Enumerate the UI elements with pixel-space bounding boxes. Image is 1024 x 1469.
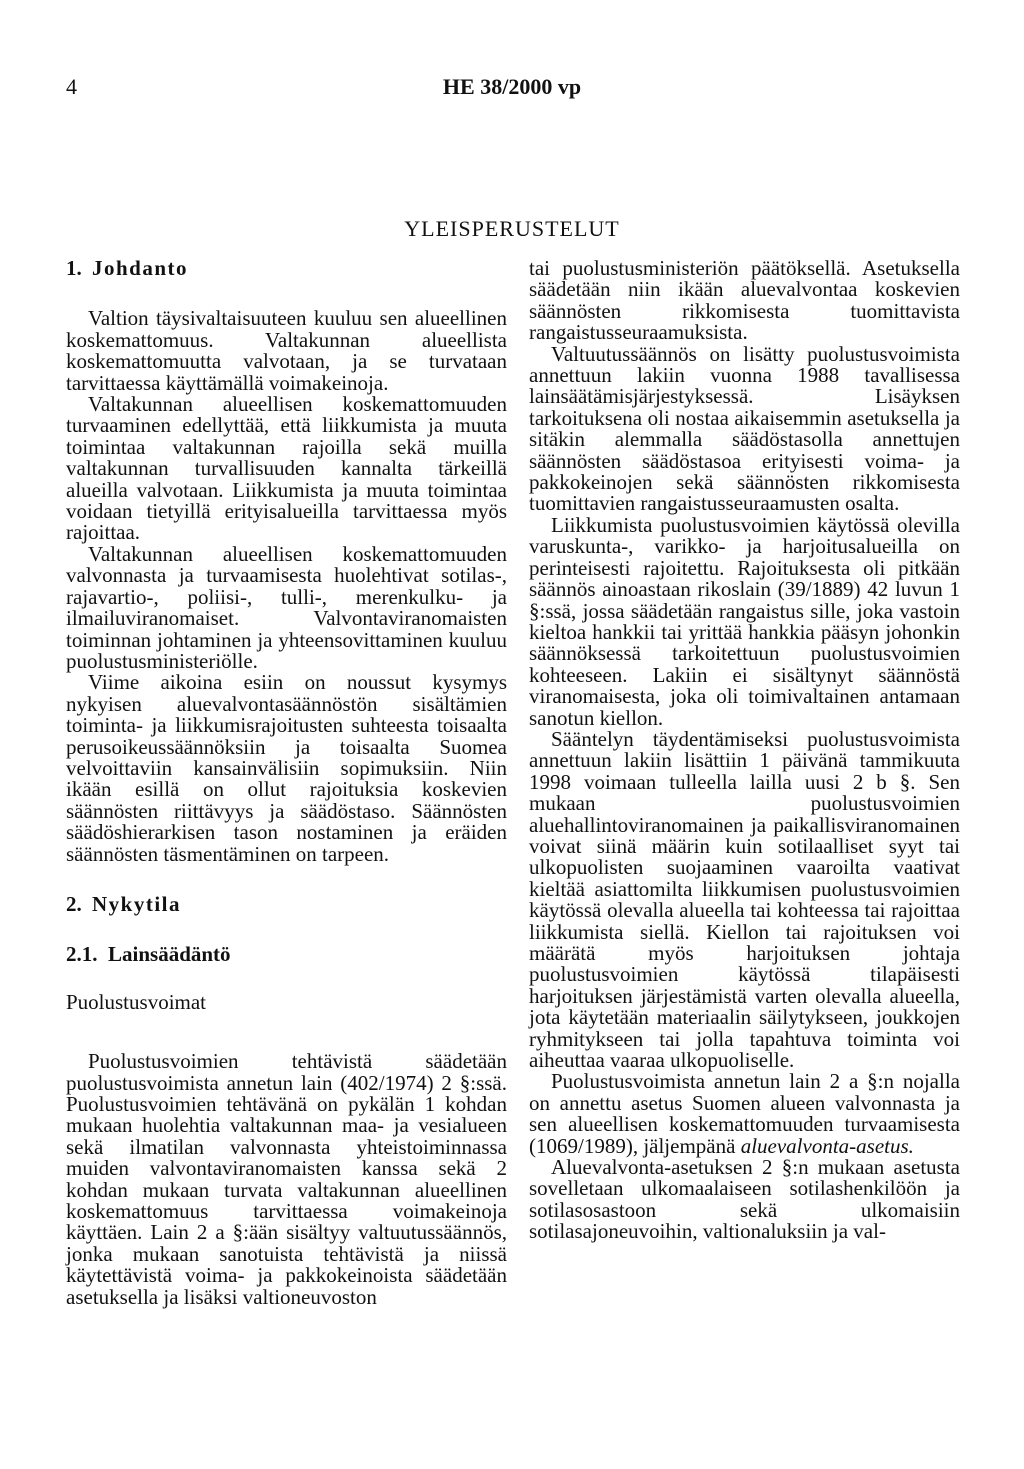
heading-number: 1. (66, 256, 82, 280)
paragraph (529, 1071, 960, 1157)
paragraph: Valtion täysivaltaisuuteen kuuluu sen alueellinen koskemattomuus. Valtakunnan alueellista koskemattomuutta valvotaan, ja se turvataan tarvittaessa käyttämällä voimakeinoja. (66, 306, 507, 395)
heading-nykytila (66, 891, 507, 916)
paragraph: Puolustusvoimien tehtävistä säädetään puolustusvoimista annetun lain (402/1974) 2 §:ssä. Puolustusvoimien tehtävänä on pykälän 1 kohdan mukaan huolehtia valtakunnan maa- ja vesialueen sekä ilmatilan valvonnasta yhteistoiminnassa muiden valvontaviranomaisten kanssa sekä 2 kohdan mukaan turvata valtakunnan alueellinen koskemattomuus tarvittaessa voimakeinoja käyttäen. Lain 2 a §:ään sisältyy valtuutussäännös, jonka mukaan sanotuista tehtävistä ja niissä käytettävistä voima- ja pakkokeinoista säädetään asetuksella ja lisäksi valtioneuvoston (66, 1049, 507, 1309)
heading-number: 2. (66, 891, 82, 916)
page-number: 4 (66, 74, 77, 99)
heading-label: Nykytila (92, 891, 182, 916)
heading-label: Johdanto (92, 256, 189, 280)
paragraph-text: Puolustusvoimista annetun lain 2 a §:n nojalla on annettu asetus Suomen alueen valvonnasta ja sen alueellisen koskemattomuuden turvaamisesta (1069/1989), jäljempänä (529, 1069, 960, 1158)
subsubheading-puolustusvoimat: Puolustusvoimat (66, 989, 207, 1014)
paragraph: Liikkumista puolustusvoimien käytössä olevilla varuskunta-, varikko- ja harjoitusalueilla on perinteisesti rajoitettu. Rajoituksesta oli pitkään säännös ainoastaan rikoslain (39/1889) 42 luvun 1 §:ssä, jossa säädetään rangaistus sille, joka vastoin kieltoa hankkii tai yrittää hankkia pääsyn johonkin säännöksessä tarkoitettuun puolustusvoimien kohteeseen. Lakiin ei sisältynyt säännöstä viranomaisesta, joka oli toimivaltainen antamaan sanotun kiellon. (529, 512, 960, 730)
paragraph: Viime aikoina esiin on noussut kysymys nykyisen aluevalvontasäännöstön sisältämien toiminta- ja liikkumisrajoitusten suhteesta toisaalta perusoikeussäännöksiin ja toisaalta Suomea velvoittaviin kansainvälisiin sopimuksiin. Niin ikään esillä on ollut rajoituksia koskevien säännösten riittävyys ja säädöstaso. Säännösten säädöshierarkisen tason nostaminen ja eräiden säännösten täsmentäminen on tarpeen. (66, 670, 507, 866)
subheading-label: Lainsäädäntö (108, 942, 231, 967)
paragraph: Valtuutussäännös on lisätty puolustusvoimista annettuun lakiin vuonna 1988 tavallisessa lainsäätämisjärjestyksessä. Lisäyksen tarkoituksena oli nostaa aikaisemmin asetuksella ja sitäkin alemmalla säädöstasolla annettujen säännösten säädöstasoa erityisesti voima- ja pakkokeinojen sekä säännösten rikkomisesta tuomittavien rangaistusseuraamusten osalta. (529, 341, 960, 516)
document-id: HE 38/2000 vp (442, 74, 582, 99)
heading-johdanto (66, 258, 507, 279)
subheading-number: 2.1. (66, 942, 98, 967)
right-column (529, 258, 960, 1243)
paragraph: tai puolustusministeriön päätöksellä. Asetuksella säädetään niin ikään aluevalvontaa koskevien säännösten rikkomisesta tuomittavista rangaistusseuraamuksista. (529, 256, 960, 345)
italic-term: aluevalvonta-asetus. (740, 1133, 914, 1158)
paragraph: Valtakunnan alueellisen koskemattomuuden turvaaminen edellyttää, että liikkumista ja muuta toimintaa valtakunnan rajoilla sekä muilla valtakunnan turvallisuuden kannalta tärkeillä alueilla valvotaan. Liikkumista ja muuta toimintaa voidaan tietyillä erityisalueilla tarvittaessa myös rajoittaa. (66, 392, 507, 545)
section-title: YLEISPERUSTELUT (404, 216, 620, 241)
paragraph: Aluevalvonta-asetuksen 2 §:n mukaan asetusta sovelletaan ulkomaalaiseen sotilashenkilöön ja sotilasosastoon sekä ulkomaisiin sotilasajoneuvoihin, valtionaluksiin ja val- (529, 1155, 960, 1244)
subheading-lainsaadanto (66, 944, 507, 965)
paragraph: Valtakunnan alueellisen koskemattomuuden valvonnasta ja turvaamisesta huolehtivat sotilas-, rajavartio-, poliisi-, tulli-, merenkulku- ja ilmailuviranomaiset. Valvontaviranomaisten toiminnan johtaminen ja yhteensovittaminen kuuluu puolustusministeriölle. (66, 541, 507, 673)
paragraph: Sääntelyn täydentämiseksi puolustusvoimista annettuun lakiin lisättiin 1 päivänä tammikuuta 1998 voimaan tulleella lailla uusi 2 b §. Sen mukaan puolustusvoimien aluehallintoviranomainen ja paikallisviranomainen voivat siinä määrin kuin sotilaalliset syyt tai ulkopuolisten suojaaminen vaaroilta vaativat kieltää asiattomilta liikkumisen puolustusvoimien käytössä olevalla alueella tai kohteessa tai rajoittaa liikkumista siellä. Kiellon tai rajoituksen voi määrätä myös harjoituksen johtaja puolustusvoimien käytössä tilapäisesti harjoituksen järjestämistä varten olevalla alueella, jota käytetään materiaalin säilytykseen, joukkojen ryhmitykseen tai jolla tapahtuva toiminta voi aiheuttaa vaaraa ulkopuoliselle. (529, 726, 960, 1073)
left-column (66, 258, 507, 1308)
